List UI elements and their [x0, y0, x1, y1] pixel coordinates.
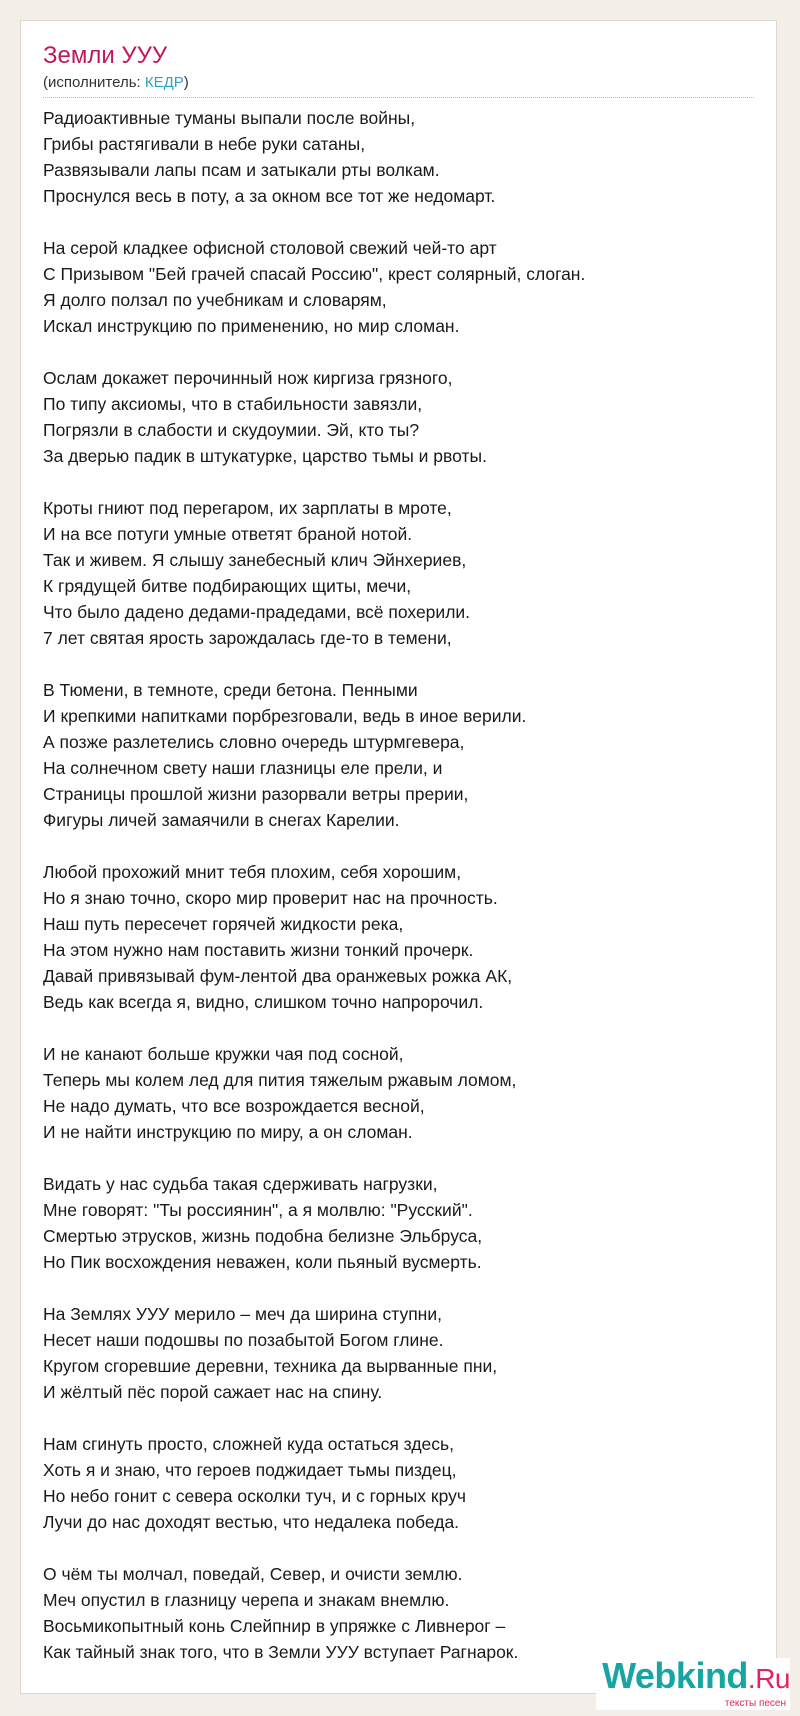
lyric-line: Кроты гниют под перегаром, их зарплаты в мроте, — [43, 498, 452, 518]
lyric-line: Хоть я и знаю, что героев поджидает тьмы пиздец, — [43, 1460, 457, 1480]
verse — [43, 1041, 743, 1145]
lyric-line: Грибы растягивали в небе руки сатаны, — [43, 134, 366, 154]
lyric-line: И не канают больше кружки чая под сосной, — [43, 1044, 404, 1064]
lyric-line: Теперь мы колем лед для пития тяжелым ржавым ломом, — [43, 1070, 517, 1090]
lyric-line: Страницы прошлой жизни разорвали ветры прерии, — [43, 784, 469, 804]
lyric-line: За дверью падик в штукатурке, царство тьмы и рвоты. — [43, 446, 487, 466]
lyric-line: И не найти инструкцию по миру, а он сломан. — [43, 1122, 413, 1142]
lyric-line: Искал инструкцию по применению, но мир сломан. — [43, 316, 460, 336]
verse — [43, 859, 743, 1015]
lyric-line: Ослам докажет перочинный нож киргиза грязного, — [43, 368, 453, 388]
verse — [43, 1301, 743, 1405]
lyric-line: И жёлтый пёс порой сажает нас на спину. — [43, 1382, 383, 1402]
lyric-line: Нам сгинуть просто, сложней куда остаться здесь, — [43, 1434, 454, 1454]
performer-prefix: (исполнитель: — [43, 74, 145, 91]
lyric-line: Но я знаю точно, скоро мир проверит нас на прочность. — [43, 888, 498, 908]
webkind-logo[interactable] — [596, 1655, 790, 1710]
lyric-line: Как тайный знак того, что в Земли УУУ вступает Рагнарок. — [43, 1642, 519, 1662]
lyric-line: И на все потуги умные ответят браной нотой. — [43, 524, 413, 544]
header-divider — [43, 97, 754, 98]
lyric-line: Фигуры личей замаячили в снегах Карелии. — [43, 810, 400, 830]
lyric-line: На Землях УУУ мерило – меч да ширина ступни, — [43, 1304, 442, 1324]
lyric-line: Развязывали лапы псам и затыкали рты волкам. — [43, 160, 440, 180]
performer-line — [43, 74, 189, 92]
lyric-line: Видать у нас судьба такая сдерживать нагрузки, — [43, 1174, 438, 1194]
logo-wordmark — [602, 1655, 790, 1697]
lyric-line: Так и живем. Я слышу занебесный клич Эйнхериев, — [43, 550, 467, 570]
lyric-line: Мне говорят: "Ты россиянин", а я молвлю: "Русский". — [43, 1200, 473, 1220]
lyric-line: Наш путь пересечет горячей жидкости река, — [43, 914, 404, 934]
lyric-line: По типу аксиомы, что в стабильности завязли, — [43, 394, 423, 414]
verse — [43, 105, 743, 209]
lyric-line: Смертью этрусков, жизнь подобна белизне Эльбруса, — [43, 1226, 483, 1246]
lyric-line: Что было дадено дедами-прадедами, всё похерили. — [43, 602, 471, 622]
verse — [43, 1171, 743, 1275]
song-title: Земли УУУ — [43, 42, 168, 69]
lyric-line: Кругом сгоревшие деревни, техника да вырванные пни, — [43, 1356, 498, 1376]
lyric-line: Лучи до нас доходят вестью, что недалека победа. — [43, 1512, 460, 1532]
lyric-line: Но небо гонит с севера осколки туч, и с горных круч — [43, 1486, 466, 1506]
verse — [43, 365, 743, 469]
lyric-line: Восьмикопытный конь Слейпнир в упряжке с Ливнерог – — [43, 1616, 506, 1636]
lyric-line: Давай привязывай фум-лентой два оранжевых рожка АК, — [43, 966, 513, 986]
lyrics-card — [20, 20, 777, 1694]
lyric-line: Любой прохожий мнит тебя плохим, себя хорошим, — [43, 862, 462, 882]
lyric-line: Проснулся весь в поту, а за окном все тот же недомарт. — [43, 186, 496, 206]
lyric-line: И крепкими напитками порбрезговали, ведь в иное верили. — [43, 706, 527, 726]
logo-tld: .Ru — [747, 1663, 790, 1694]
lyric-line: Я долго ползал по учебникам и словарям, — [43, 290, 387, 310]
lyric-line: Несет наши подошвы по позабытой Богом глине. — [43, 1330, 444, 1350]
lyric-line: Ведь как всегда я, видно, слишком точно напророчил. — [43, 992, 484, 1012]
lyric-line: С Призывом "Бей грачей спасай Россию", крест солярный, слоган. — [43, 264, 586, 284]
lyric-line: На солнечном свету наши глазницы еле прели, и — [43, 758, 443, 778]
verse — [43, 1561, 743, 1665]
lyric-line: В Тюмени, в темноте, среди бетона. Пенными — [43, 680, 418, 700]
verse — [43, 1431, 743, 1535]
logo-main-text: Webkind — [602, 1655, 748, 1696]
lyric-line: На серой кладкее офисной столовой свежий чей-то арт — [43, 238, 497, 258]
lyric-line: Не надо думать, что все возрождается весной, — [43, 1096, 425, 1116]
lyric-line: 7 лет святая ярость зарождалась где-то в темени, — [43, 628, 452, 648]
performer-suffix: ) — [183, 74, 189, 91]
lyric-line: Меч опустил в глазницу черепа и знакам внемлю. — [43, 1590, 450, 1610]
verse — [43, 495, 743, 651]
verse — [43, 235, 743, 339]
verse — [43, 677, 743, 833]
lyric-line: А позже разлетелись словно очередь штурмгевера, — [43, 732, 465, 752]
lyric-line: Но Пик восхождения неважен, коли пьяный вусмерть. — [43, 1252, 482, 1272]
logo-tagline: тексты песен — [724, 1698, 786, 1709]
performer-link[interactable]: КЕДР — [144, 74, 184, 91]
lyrics-text — [43, 105, 743, 1691]
lyric-line: К грядущей битве подбирающих щиты, мечи, — [43, 576, 412, 596]
lyric-line: Радиоактивные туманы выпали после войны, — [43, 108, 416, 128]
lyric-line: Погрязли в слабости и скудоумии. Эй, кто ты? — [43, 420, 420, 440]
lyric-line: О чём ты молчал, поведай, Север, и очисти землю. — [43, 1564, 463, 1584]
lyric-line: На этом нужно нам поставить жизни тонкий прочерк. — [43, 940, 474, 960]
